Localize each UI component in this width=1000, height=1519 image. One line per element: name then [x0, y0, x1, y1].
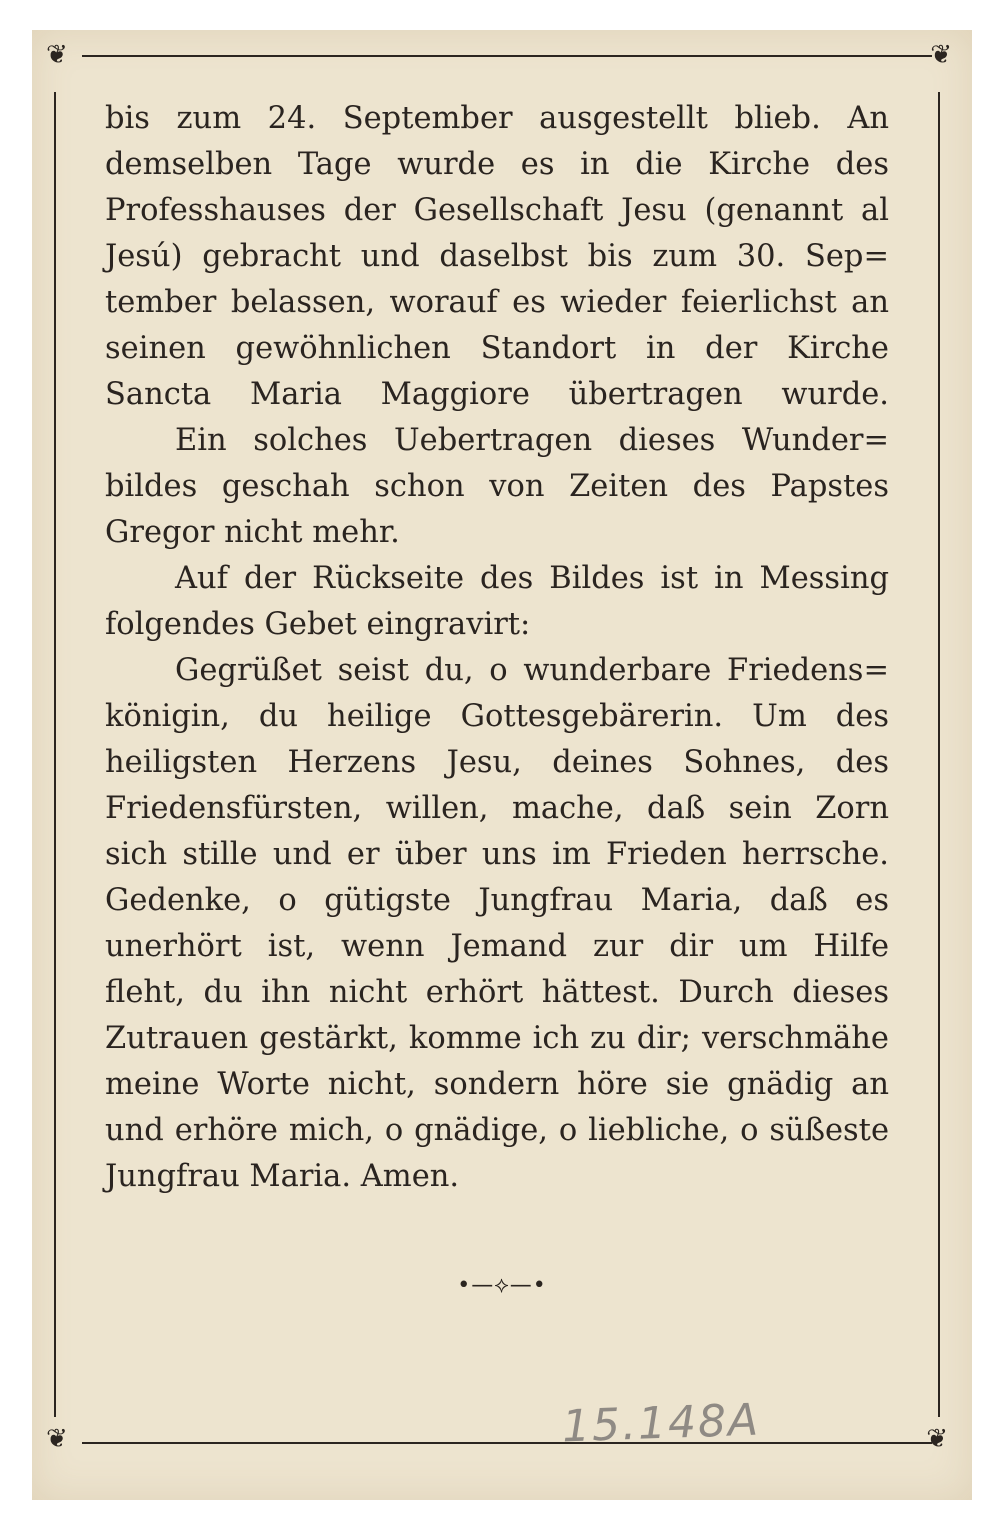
frame-right-rule [938, 92, 940, 1417]
archive-number: 15.148A [561, 1394, 761, 1453]
frame-top-rule [82, 55, 932, 57]
frame-left-rule [54, 92, 56, 1417]
ornament-divider: •—⟡—• [457, 1273, 547, 1298]
text-line: folgendes Gebet eingravirt: [105, 607, 531, 642]
corner-flourish-icon: ❦ [46, 1424, 68, 1454]
body-text [105, 96, 889, 1200]
text-line: seinen gewöhnlichen Standort in der Kirche [105, 331, 889, 366]
text-line: fleht, du ihn nicht erhört hättest. Durch dieses [105, 975, 889, 1010]
text-line: Professhauses der Gesellschaft Jesu (genannt al [105, 193, 889, 228]
text-line: Sancta Maria Maggiore übertragen wurde. [105, 377, 889, 412]
text-line: Jesú) gebracht und daselbst bis zum 30. Sep= [105, 239, 889, 274]
text-line: bildes geschah schon von Zeiten des Papstes [105, 469, 889, 504]
text-line: Jungfrau Maria. Amen. [105, 1159, 460, 1194]
text-line: Gregor nicht mehr. [105, 515, 400, 550]
text-line: tember belassen, worauf es wieder feierlichst an [105, 285, 889, 320]
corner-flourish-icon: ❦ [926, 1424, 948, 1454]
text-line: Ein solches Uebertragen dieses Wunder= [175, 423, 889, 458]
text-line: und erhöre mich, o gnädige, o liebliche, o süßeste [105, 1113, 889, 1148]
text-line: Friedensfürsten, willen, mache, daß sein Zorn [105, 791, 889, 826]
text-line: königin, du heilige Gottesgebärerin. Um des [105, 699, 889, 734]
text-line: Gegrüßet seist du, o wunderbare Friedens= [175, 653, 889, 688]
prayer-card-back [32, 30, 972, 1500]
frame-bottom-rule [82, 1442, 932, 1444]
text-line: Auf der Rückseite des Bildes ist in Messing [175, 561, 889, 596]
text-line: Gedenke, o gütigste Jungfrau Maria, daß es [105, 883, 889, 918]
text-line: sich stille und er über uns im Frieden herrsche. [105, 837, 889, 872]
corner-flourish-icon: ❦ [46, 40, 68, 70]
text-line: bis zum 24. September ausgestellt blieb. An [105, 101, 889, 136]
text-line: unerhört ist, wenn Jemand zur dir um Hilfe [105, 929, 889, 964]
text-line: demselben Tage wurde es in die Kirche des [105, 147, 889, 182]
text-line: meine Worte nicht, sondern höre sie gnädig an [105, 1067, 889, 1102]
text-line: Zutrauen gestärkt, komme ich zu dir; verschmähe [105, 1021, 889, 1056]
text-line: heiligsten Herzens Jesu, deines Sohnes, des [105, 745, 889, 780]
corner-flourish-icon: ❦ [930, 40, 952, 70]
